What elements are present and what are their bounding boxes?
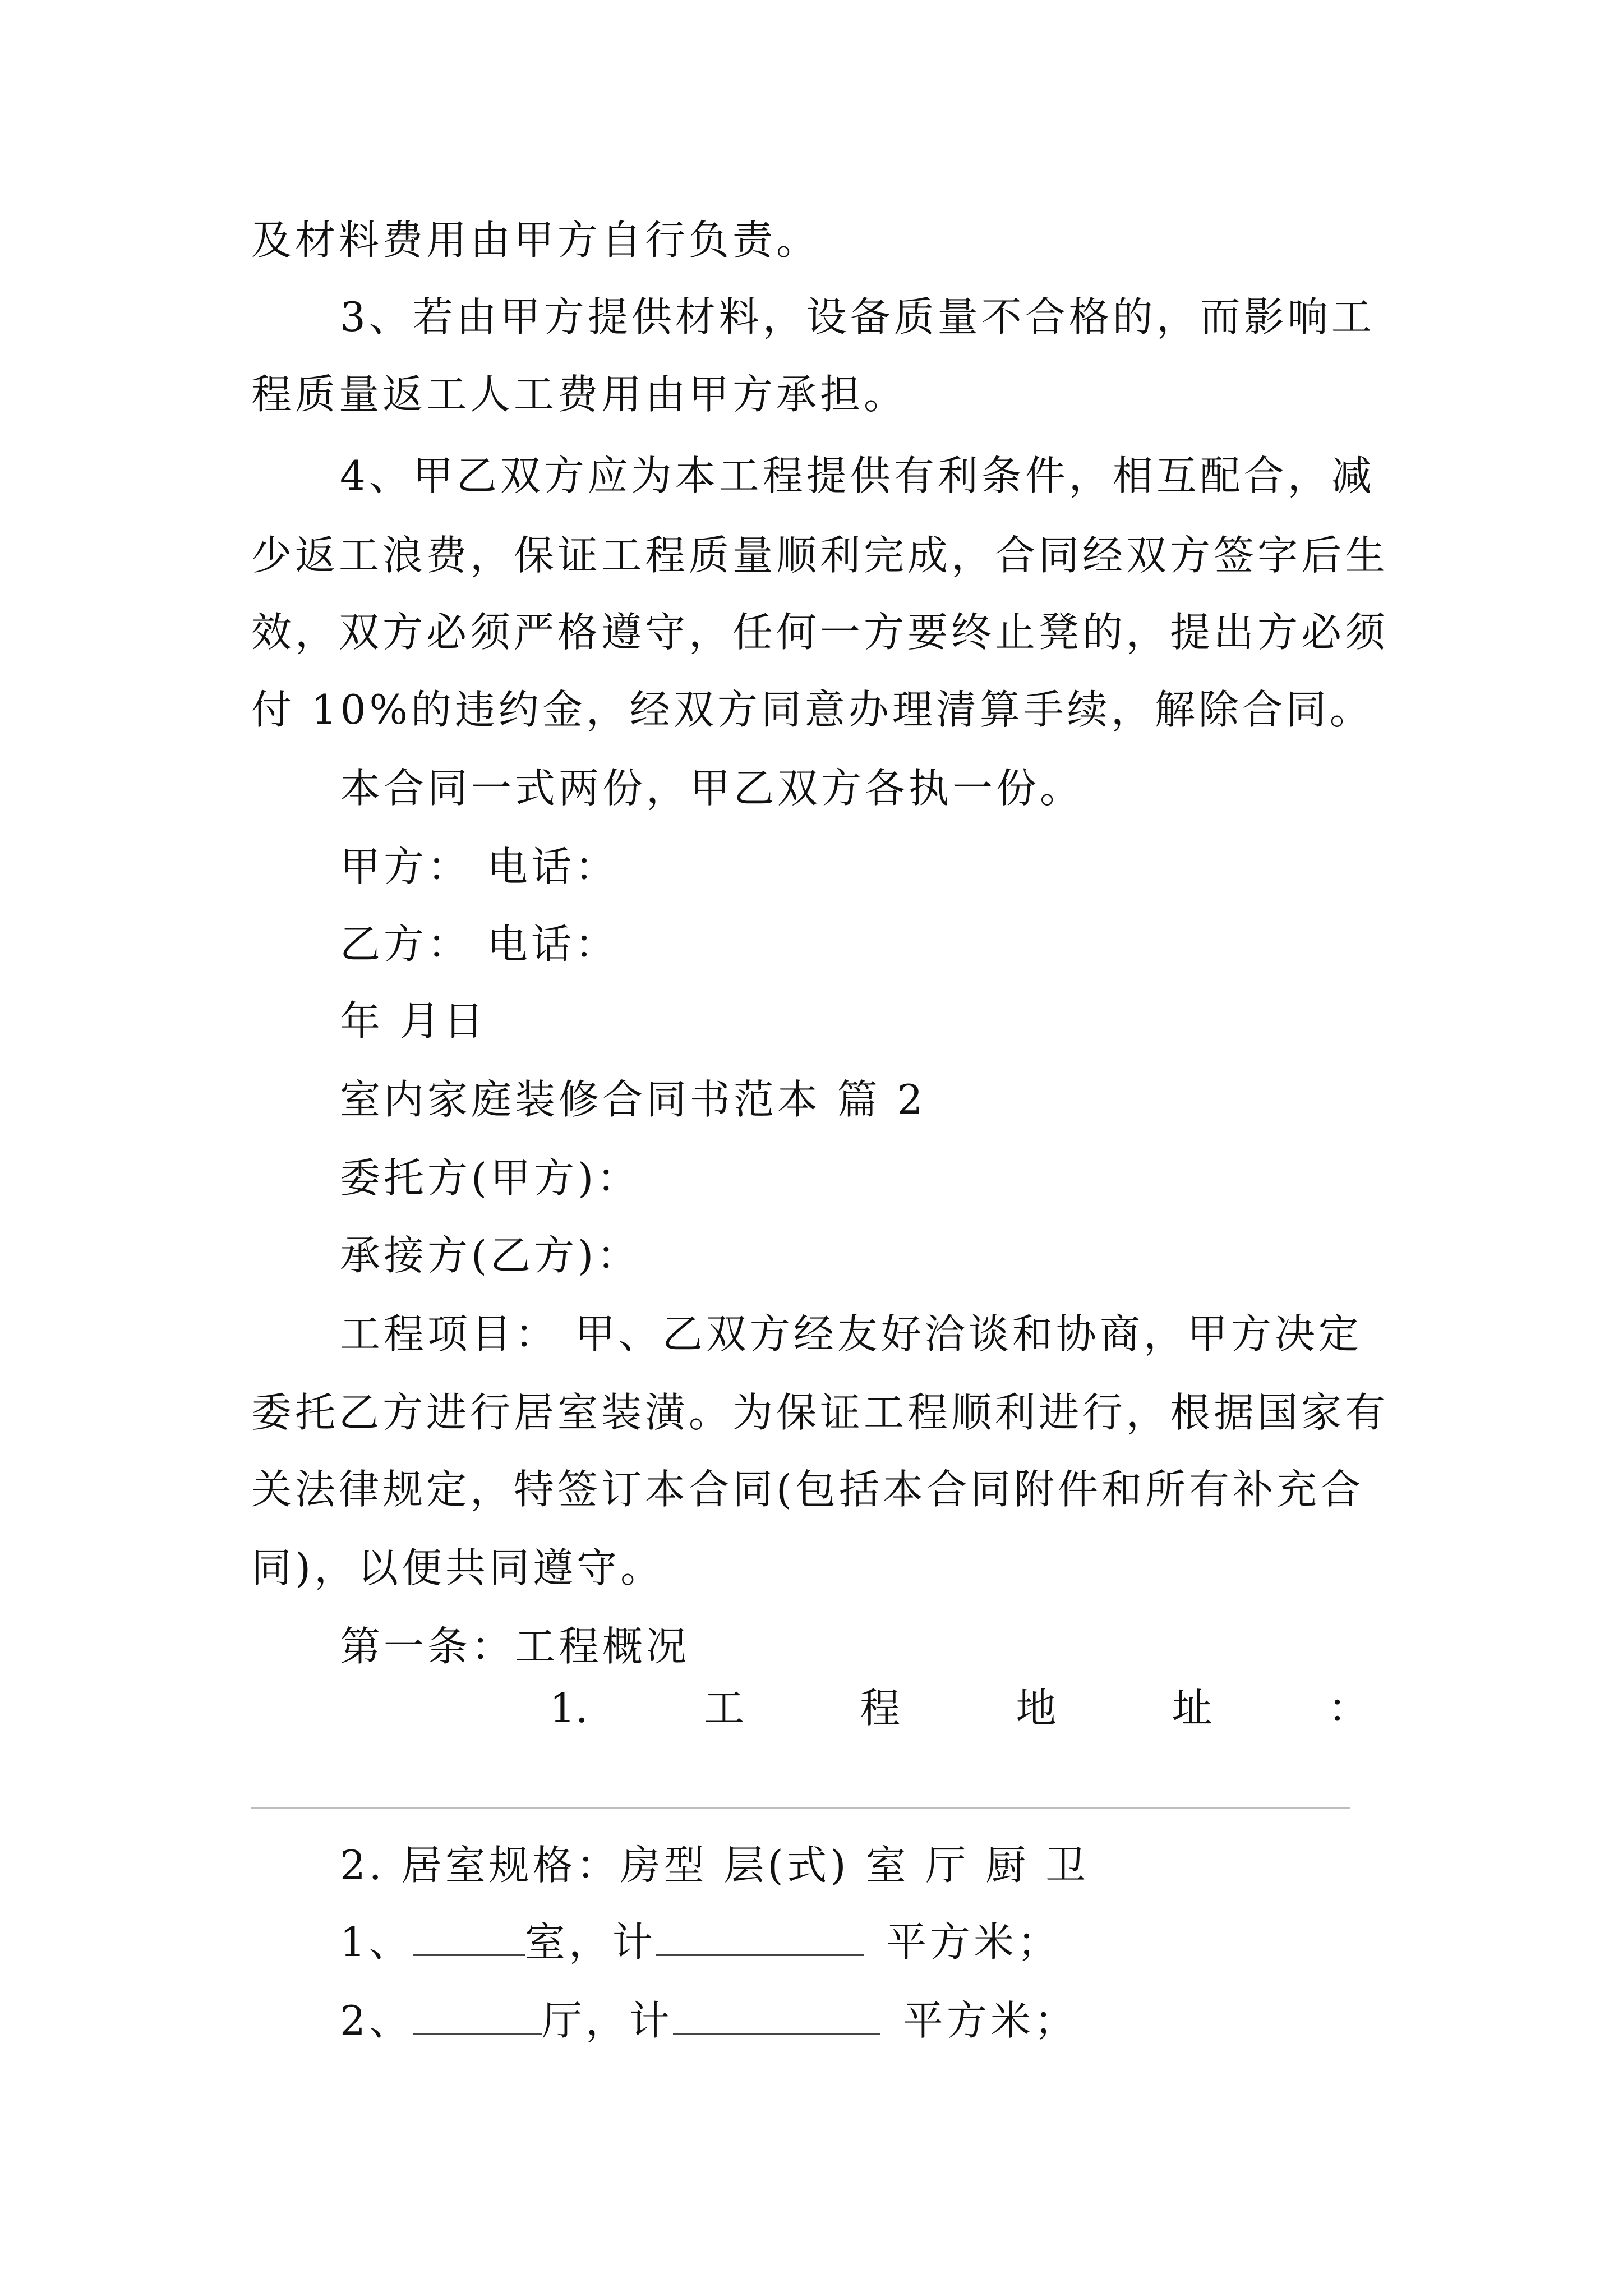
project-address-line [550, 1680, 1368, 1736]
hall-area-prefix: 2、 [340, 1997, 413, 2044]
clause-4-line-2: 少返工浪费，保证工程质量顺利完成，合同经双方签字后生 [251, 532, 1389, 579]
date-line: 年 月日 [340, 997, 487, 1045]
address-blank-rule [251, 1807, 1350, 1809]
client-party-a: 委托方(甲方)： [340, 1154, 641, 1202]
copies-statement: 本合同一式两份，甲乙双方各执一份。 [340, 765, 1084, 812]
hall-area-suffix: 平方米； [902, 1997, 1078, 2044]
party-a-phone: 甲方： 电话： [340, 843, 619, 890]
section-title: 室内家庭装修合同书范本 篇 2 [340, 1076, 926, 1123]
room-area-blank [656, 1920, 864, 1956]
contractor-party-b: 承接方(乙方)： [340, 1232, 641, 1279]
room-spec-line: 2. 居室规格：房型 层(式) 室 厅 厨 卫 [340, 1842, 1090, 1889]
address-char-2: 程 [860, 1685, 901, 1732]
room-area-unit: 室，计 [524, 1918, 656, 1966]
address-number: 1. [550, 1685, 588, 1732]
hall-area-unit: 厅，计 [541, 1997, 673, 2044]
party-b-phone: 乙方： 电话： [340, 921, 619, 968]
paragraph-line-1: 及材料费用由甲方自行负责。 [251, 217, 820, 264]
clause-3-line-2: 程质量返工人工费用由甲方承担。 [251, 371, 908, 418]
hall-area-blank [673, 1998, 880, 2035]
clause-4-line-1: 4、甲乙双方应为本工程提供有利条件，相互配合，减 [340, 452, 1375, 499]
room-area-line-1 [340, 1914, 1061, 1970]
address-colon: ： [1327, 1685, 1368, 1732]
hall-count-blank [413, 1998, 542, 2035]
address-char-4: 址 [1172, 1685, 1212, 1732]
project-line-1: 工程项目： 甲、乙双方经友好洽谈和协商，甲方决定 [340, 1310, 1362, 1358]
article-1-heading: 第一条：工程概况 [340, 1623, 690, 1670]
clause-4-line-4: 付 10%的违约金，经双方同意办理清算手续，解除合同。 [251, 686, 1373, 733]
address-char-1: 工 [703, 1685, 744, 1732]
room-area-prefix: 1、 [340, 1918, 413, 1966]
project-line-2: 委托乙方进行居室装潢。为保证工程顺利进行，根据国家有 [251, 1389, 1389, 1436]
clause-3-line-1: 3、若由甲方提供材料，设备质量不合格的，而影响工 [340, 293, 1375, 341]
project-line-4: 同)，以便共同遵守。 [251, 1544, 665, 1591]
room-count-blank [413, 1920, 525, 1956]
clause-4-line-3: 效，双方必须严格遵守，任何一方要终止凳的，提出方必须 [251, 609, 1389, 656]
room-area-suffix: 平方米； [886, 1918, 1061, 1966]
address-char-3: 地 [1016, 1685, 1057, 1732]
hall-area-line [340, 1993, 1078, 2049]
project-line-3: 关法律规定，特签订本合同(包括本合同附件和所有补充合 [251, 1466, 1364, 1513]
